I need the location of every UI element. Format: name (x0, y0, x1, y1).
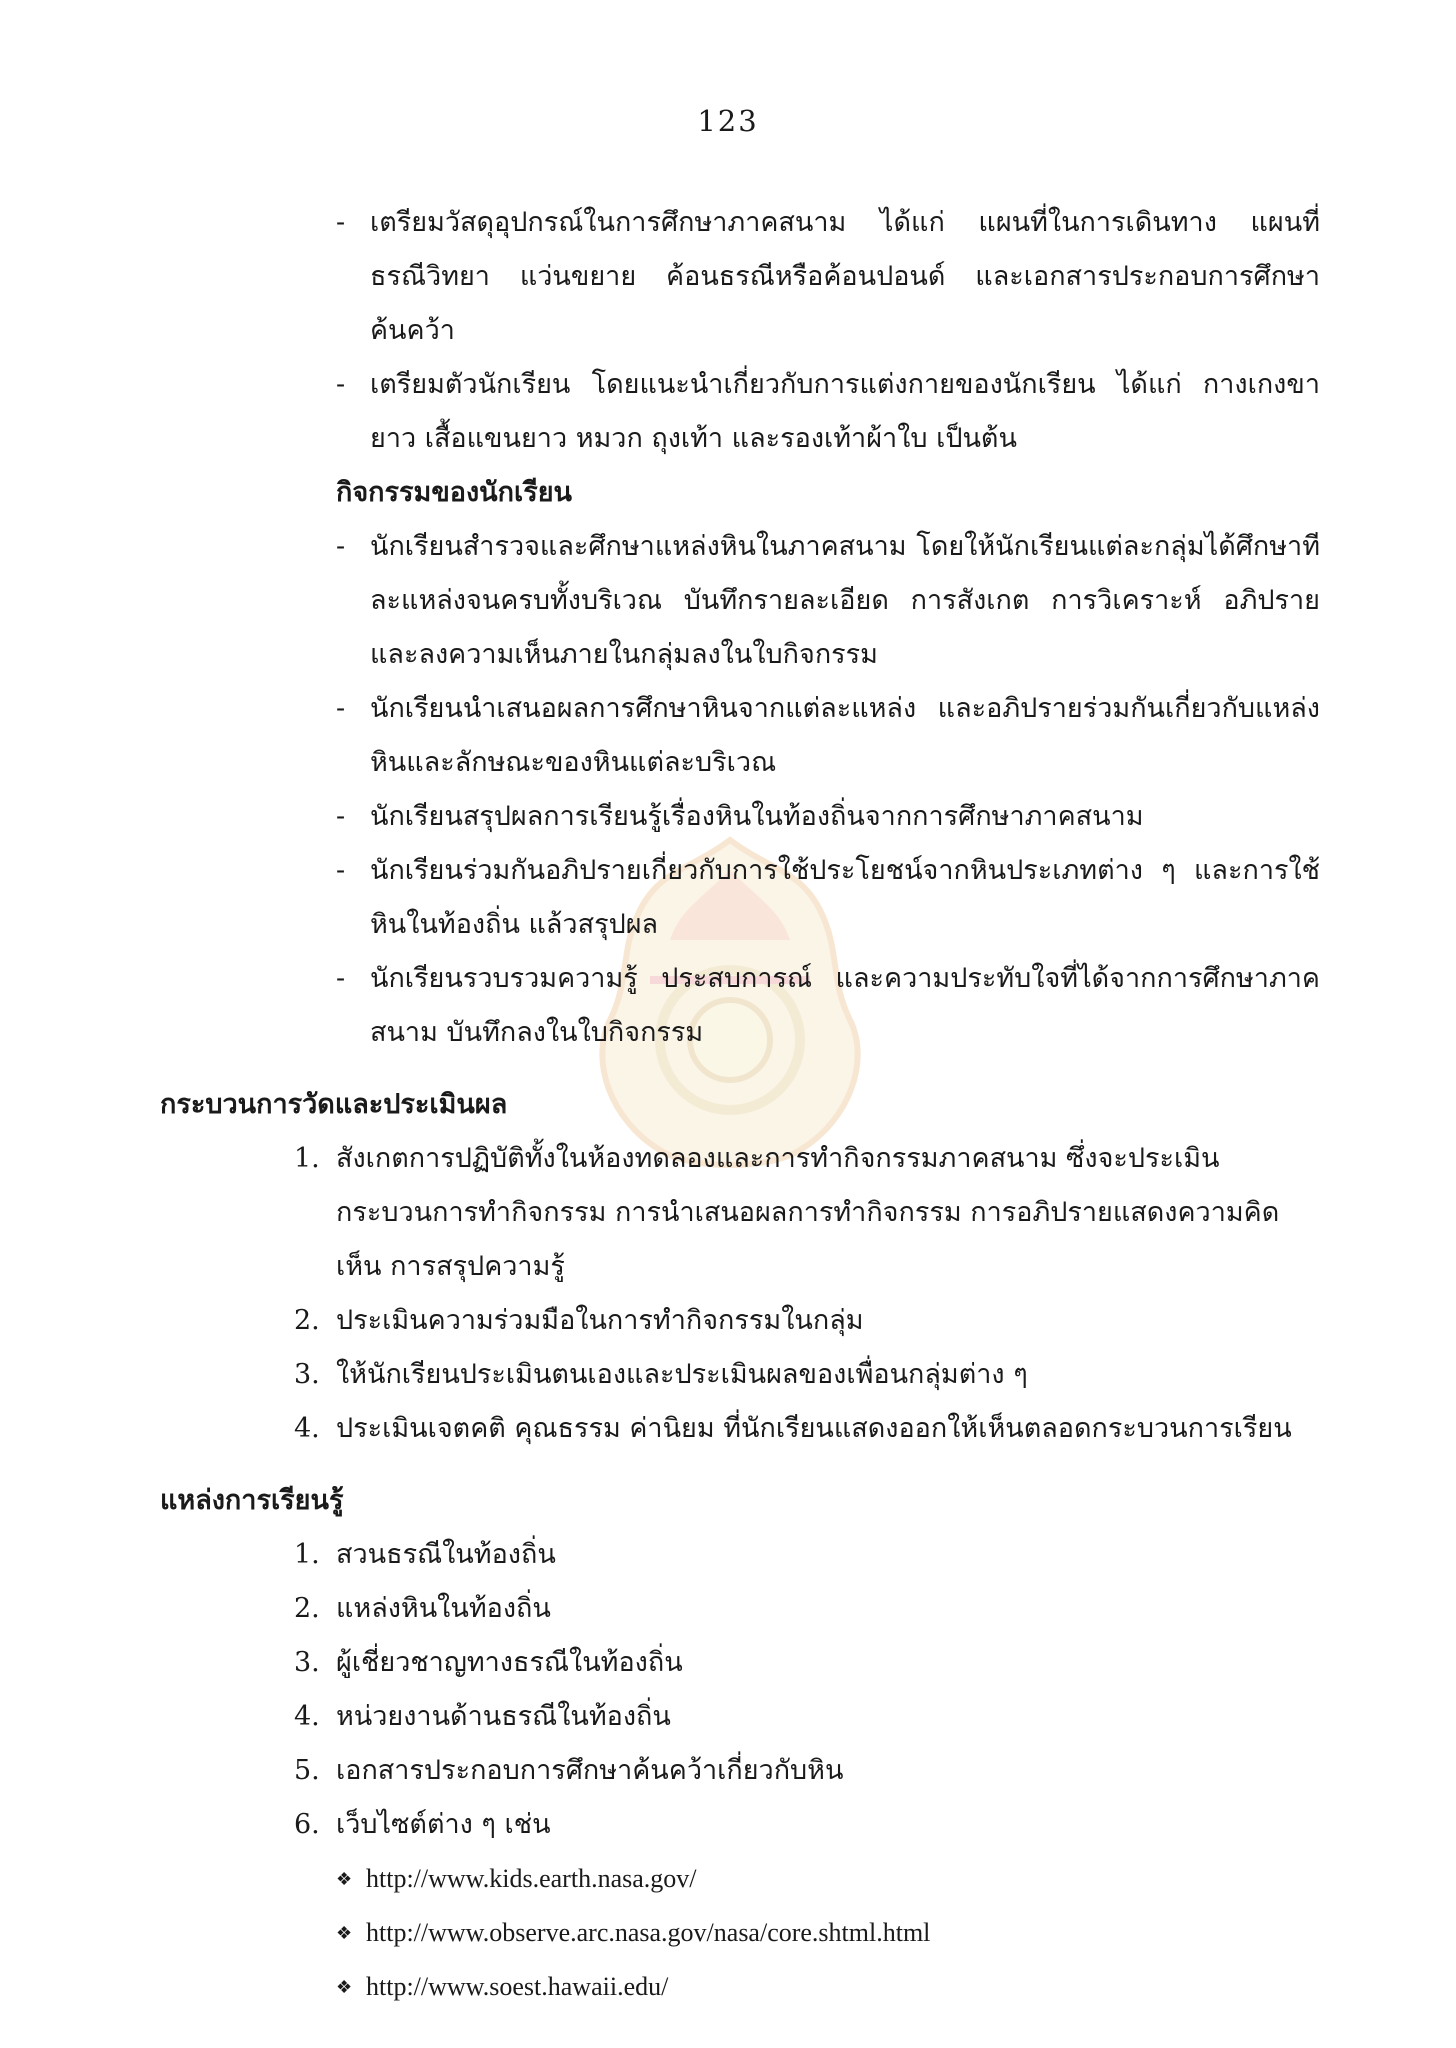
list-item-text: เอกสารประกอบการศึกษาค้นคว้าเกี่ยวกับหิน (336, 1755, 844, 1786)
item-number: 5. (294, 1755, 320, 1786)
list-item-text: เตรียมตัวนักเรียน โดยแนะนำเกี่ยวกับการแต่งกายของนักเรียน ได้แก่ กางเกงขายาว เสื้อแขนยาว หมวก ถุงเท้า และรองเท้าผ้าใบ เป็นต้น (370, 369, 1320, 454)
list-item (160, 790, 1320, 844)
list-item (160, 1582, 1320, 1636)
list-item-text: นักเรียนสำรวจและศึกษาแหล่งหินในภาคสนาม โดยให้นักเรียนแต่ละกลุ่มได้ศึกษาทีละแหล่งจนครบทั้งบริเวณ บันทึกรายละเอียด การสังเกต การวิเคราะห์ อภิปราย และลงความเห็นภายในกลุ่มลงในใบกิจกรรม (370, 531, 1320, 670)
resources-heading: แหล่งการเรียนรู้ (160, 1485, 344, 1516)
url-list-item (160, 1852, 1320, 1906)
list-item-text: สังเกตการปฏิบัติทั้งในห้องทดลองและการทำกิจกรรมภาคสนาม ซึ่งจะประเมินกระบวนการทำกิจกรรม การนำเสนอผลการทำกิจกรรม การอภิปรายแสดงความคิดเห็น การสรุปความรู้ (336, 1143, 1280, 1282)
list-item-text: นักเรียนร่วมกันอภิปรายเกี่ยวกับการใช้ประโยชน์จากหินประเภทต่าง ๆ และการใช้หินในท้องถิ่น แล้วสรุปผล (370, 855, 1320, 940)
diamond-bullet-icon: ❖ (336, 1923, 353, 1943)
evaluation-list (160, 1132, 1320, 1456)
url-list-item (160, 1960, 1320, 2014)
dash-bullet: - (336, 855, 346, 886)
list-item (160, 1402, 1320, 1456)
student-activities-heading: กิจกรรมของนักเรียน (336, 477, 572, 508)
list-item-text: ผู้เชี่ยวชาญทางธรณีในท้องถิ่น (336, 1647, 683, 1678)
list-item-text: สวนธรณีในท้องถิ่น (336, 1539, 556, 1570)
list-item (160, 1798, 1320, 1852)
list-item-text: เตรียมวัสดุอุปกรณ์ในการศึกษาภาคสนาม ได้แก่ แผนที่ในการเดินทาง แผนที่ธรณีวิทยา แว่นขยาย ค้อนธรณีหรือค้อนปอนด์ และเอกสารประกอบการศึกษาค้นคว้า (370, 207, 1320, 346)
url-link[interactable]: http://www.kids.earth.nasa.gov/ (366, 1864, 697, 1893)
item-number: 2. (294, 1593, 320, 1624)
list-item (160, 1528, 1320, 1582)
list-item (160, 952, 1320, 1060)
item-number: 4. (294, 1701, 320, 1732)
list-item-text: แหล่งหินในท้องถิ่น (336, 1593, 551, 1624)
list-item-text: นักเรียนรวบรวมความรู้ ประสบการณ์ และความประทับใจที่ได้จากการศึกษาภาคสนาม บันทึกลงในใบกิจกรรม (370, 963, 1320, 1048)
list-item (160, 196, 1320, 358)
evaluation-heading: กระบวนการวัดและประเมินผล (160, 1089, 508, 1120)
list-item (160, 844, 1320, 952)
list-item-text: ประเมินเจตคติ คุณธรรม ค่านิยม ที่นักเรียนแสดงออกให้เห็นตลอดกระบวนการเรียน (336, 1413, 1292, 1444)
dash-bullet: - (336, 207, 346, 238)
list-item (160, 1294, 1320, 1348)
list-item (160, 1636, 1320, 1690)
list-item (160, 358, 1320, 466)
item-number: 3. (294, 1359, 320, 1390)
dash-bullet: - (336, 369, 346, 400)
student-activities-list (160, 520, 1320, 1060)
list-item (160, 1744, 1320, 1798)
list-item-text: หน่วยงานด้านธรณีในท้องถิ่น (336, 1701, 671, 1732)
list-item-text: นักเรียนสรุปผลการเรียนรู้เรื่องหินในท้องถิ่นจากการศึกษาภาคสนาม (370, 801, 1144, 832)
url-link[interactable]: http://www.observe.arc.nasa.gov/nasa/core.shtml.html (366, 1918, 931, 1947)
list-item (160, 520, 1320, 682)
list-item-text: นักเรียนนำเสนอผลการศึกษาหินจากแต่ละแหล่ง และอภิปรายร่วมกันเกี่ยวกับแหล่งหินและลักษณะของหินแต่ละบริเวณ (370, 693, 1320, 778)
item-number: 2. (294, 1305, 320, 1336)
diamond-bullet-icon: ❖ (336, 1869, 353, 1889)
dash-bullet: - (336, 801, 346, 832)
url-list-item (160, 1906, 1320, 1960)
url-link[interactable]: http://www.soest.hawaii.edu/ (366, 1972, 669, 2001)
list-item-text: ให้นักเรียนประเมินตนเองและประเมินผลของเพื่อนกลุ่มต่าง ๆ (336, 1359, 1028, 1390)
item-number: 1. (294, 1143, 320, 1174)
list-item (160, 682, 1320, 790)
resources-list (160, 1528, 1320, 1852)
item-number: 4. (294, 1413, 320, 1444)
dash-bullet: - (336, 693, 346, 724)
dash-bullet: - (336, 963, 346, 994)
diamond-bullet-icon: ❖ (336, 1977, 353, 1997)
list-item (160, 1690, 1320, 1744)
dash-bullet: - (336, 531, 346, 562)
item-number: 3. (294, 1647, 320, 1678)
list-item (160, 1132, 1320, 1294)
item-number: 6. (294, 1809, 320, 1840)
website-url-list (160, 1852, 1320, 2014)
document-body (160, 196, 1320, 2014)
list-item-text: ประเมินความร่วมมือในการทำกิจกรรมในกลุ่ม (336, 1305, 864, 1336)
page-number: 123 (697, 104, 759, 138)
preparation-list (160, 196, 1320, 466)
item-number: 1. (294, 1539, 320, 1570)
list-item-text: เว็บไซต์ต่าง ๆ เช่น (336, 1809, 551, 1840)
list-item (160, 1348, 1320, 1402)
